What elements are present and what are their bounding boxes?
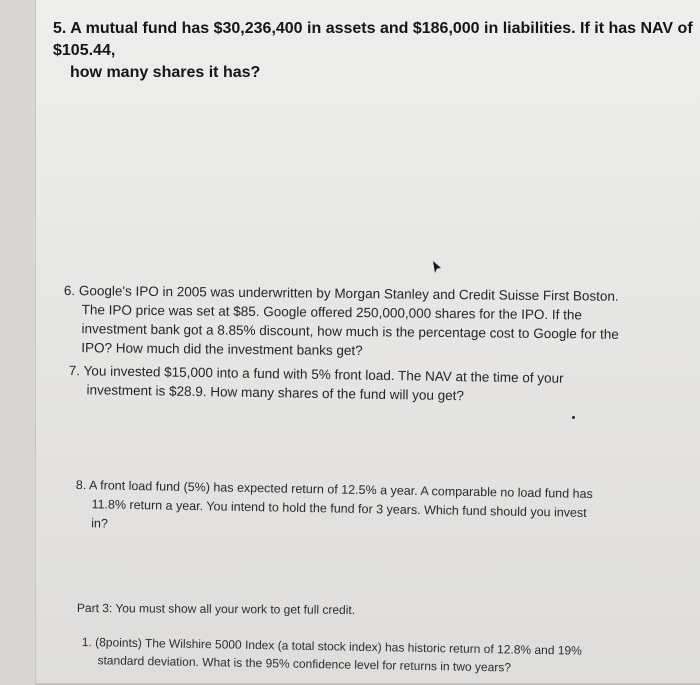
- question-6: [63, 281, 664, 363]
- question-5-line-2: how many shares it has?: [70, 64, 261, 81]
- question-6-line-3: investment bank got a 8.85% discount, how much is the percentage cost to Google for the: [81, 321, 619, 342]
- question-8-line-3: in?: [91, 516, 108, 531]
- question-6-line-1: 6. Google's IPO in 2005 was underwritten by Morgan Stanley and Credit Suisse First Boston.: [63, 282, 619, 304]
- question-7-line-2: investment is $28.9. How many shares of the fund will you get?: [86, 382, 465, 404]
- question-7-line-1: 7. You invested $15,000 into a fund with 5% front load. The NAV at the time of your: [68, 362, 564, 386]
- part-3-question-1-line-1: 1. (8points) The Wilshire 5000 Index (a total stock index) has historic return of 12.8% and 19%: [81, 634, 582, 658]
- stray-dot: [572, 416, 575, 419]
- part-3-heading: Part 3: You must show all your work to get full credit.: [76, 600, 356, 617]
- question-8-line-1: 8. A front load fund (5%) has expected return of 12.5% a year. A comparable no load fund has: [75, 477, 593, 502]
- question-8-line-2: 11.8% return a year. You intend to hold the fund for 3 years. Which fund should you invest: [91, 497, 587, 520]
- question-8: [75, 476, 656, 543]
- question-5-line-1: 5. A mutual fund has $30,236,400 in assets and $186,000 in liabilities. If it has NAV of $105.44,: [53, 20, 693, 59]
- mouse-pointer-icon: [432, 260, 442, 274]
- question-6-line-4: IPO? How much did the investment banks get?: [81, 340, 363, 359]
- question-6-line-2: The IPO price was set at $85. Google offered 250,000,000 shares for the IPO. If the: [81, 302, 583, 323]
- part-3-question-1-line-2: standard deviation. What is the 95% confidence level for returns in two years?: [97, 653, 512, 675]
- question-5: [53, 18, 693, 84]
